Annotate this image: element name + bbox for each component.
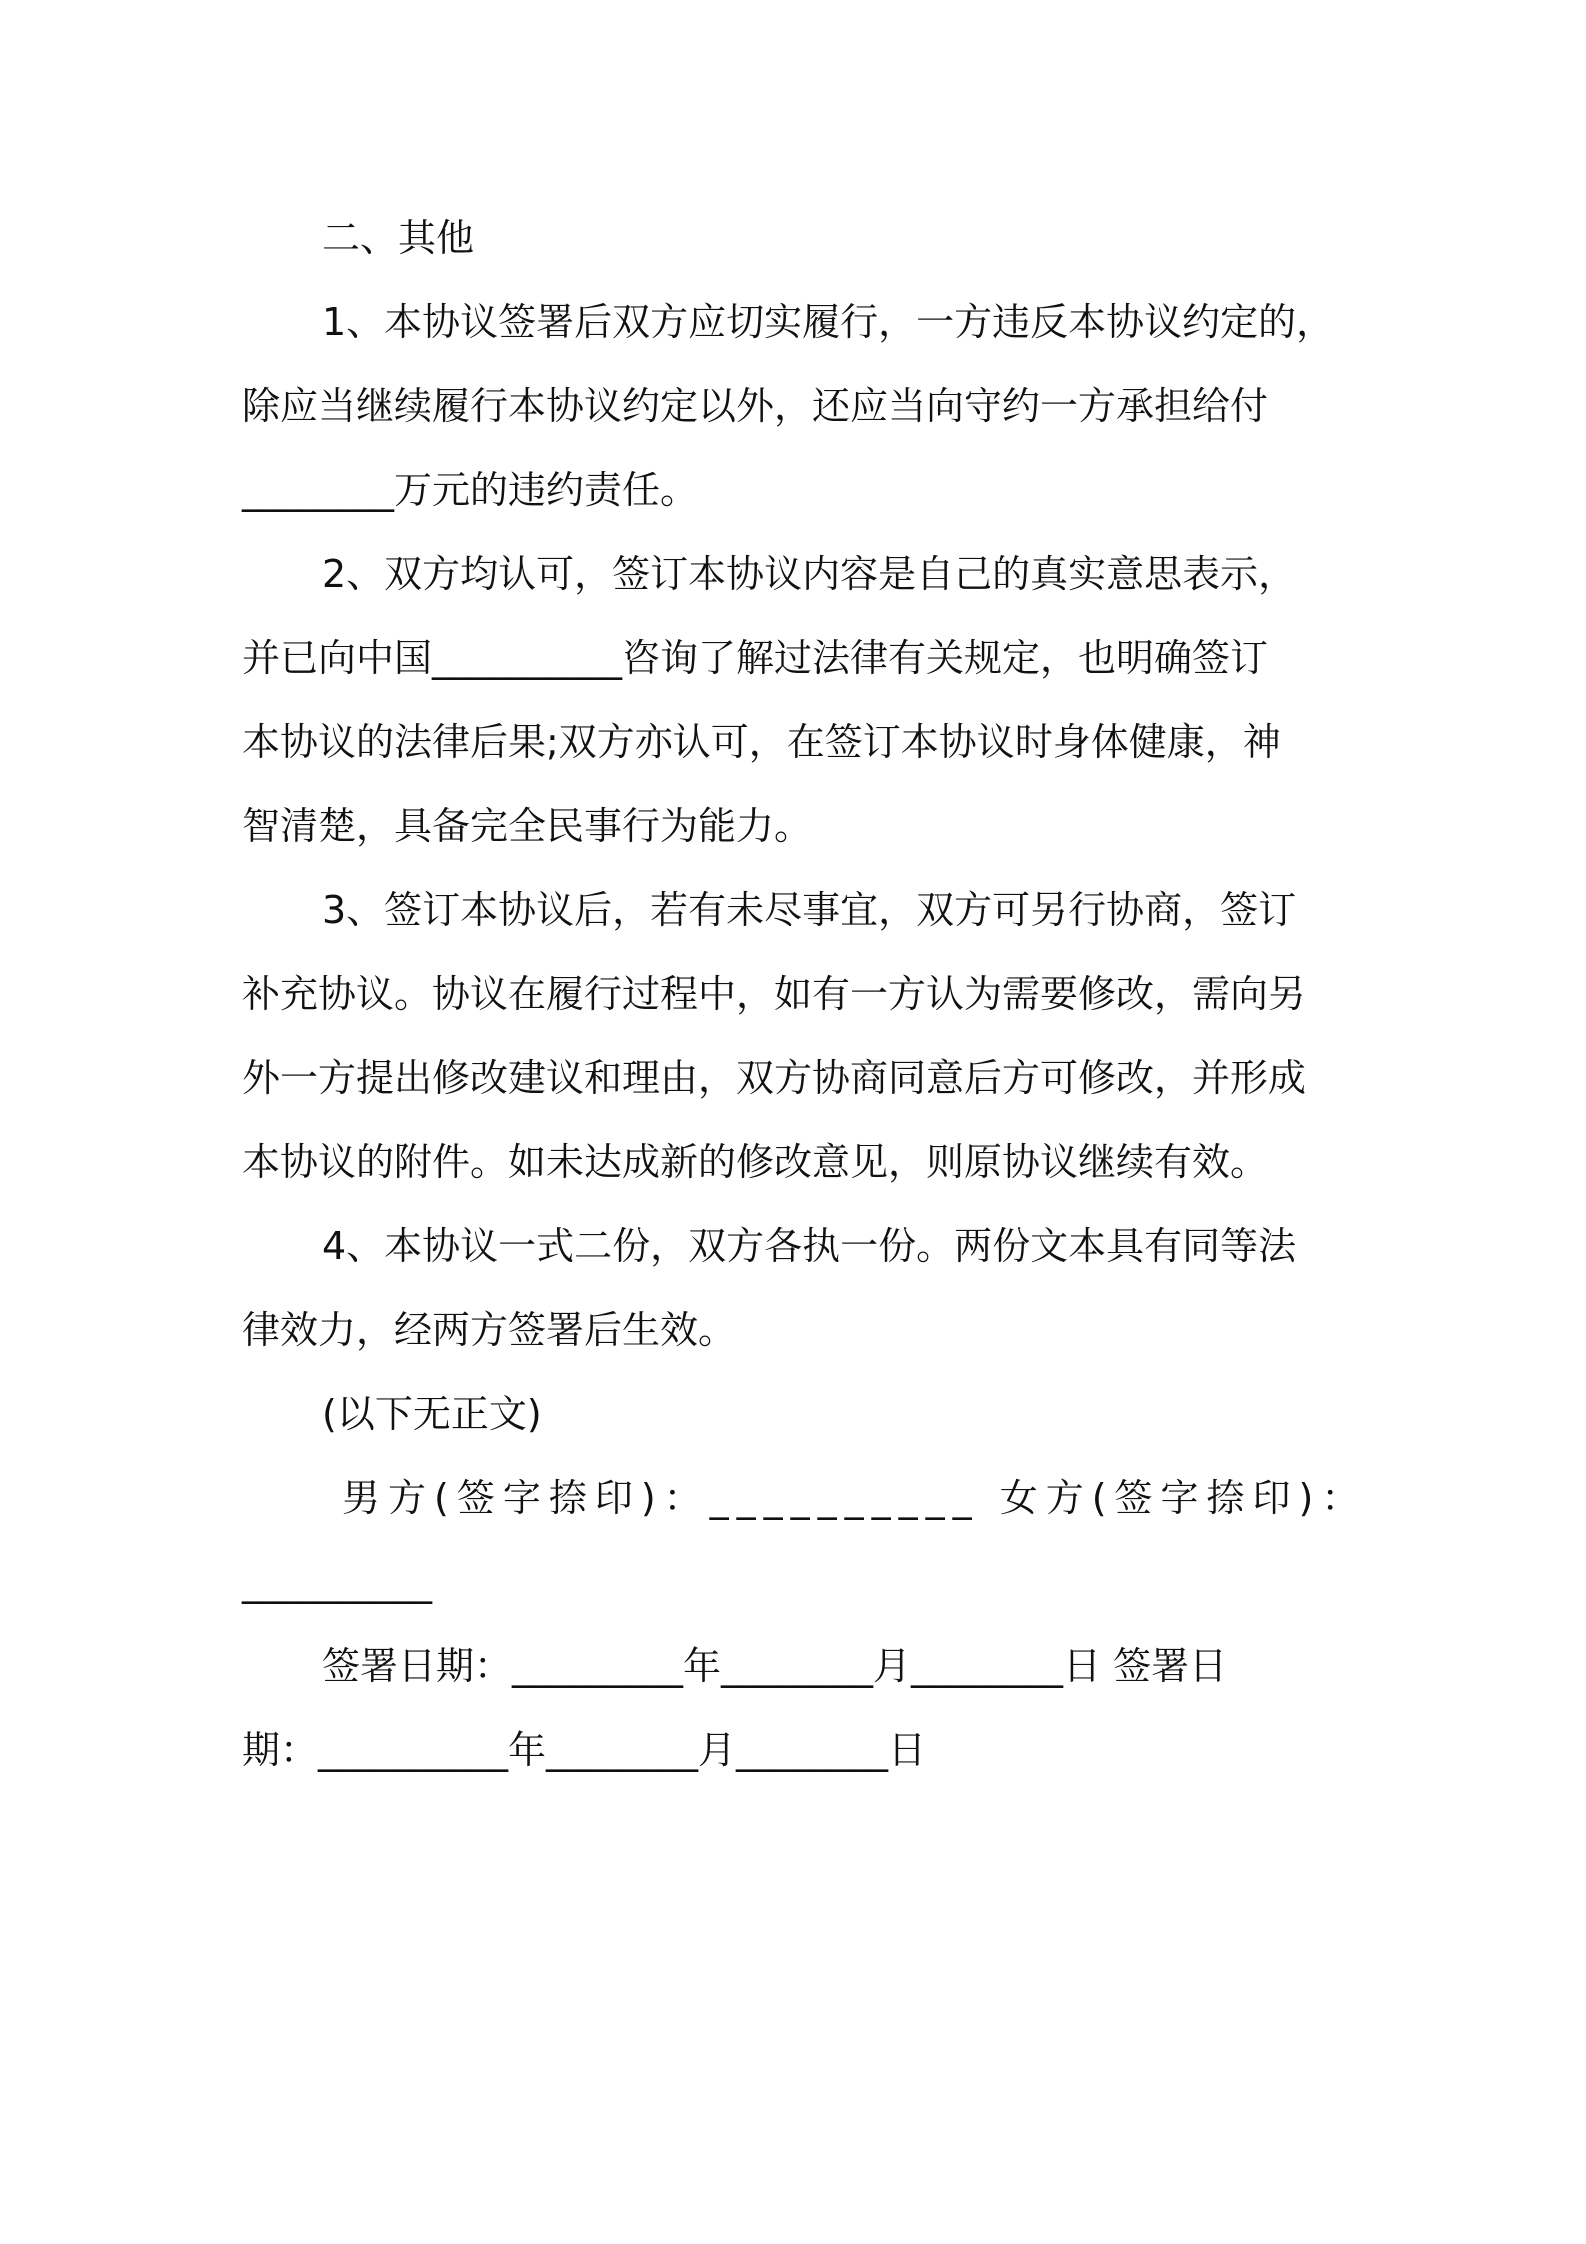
clause-4-line-2: 律效力，经两方签署后生效。	[242, 1308, 737, 1352]
clause-2-line-4: 智清楚，具备完全民事行为能力。	[242, 804, 813, 848]
document-body	[242, 196, 1368, 1792]
clause-4-line-1: 4、本协议一式二份，双方各执一份。两份文本具有同等法	[322, 1224, 1297, 1268]
clause-3-line-2: 补充协议。协议在履行过程中，如有一方认为需要修改，需向另	[242, 972, 1307, 1016]
clause-1-line-1: 1、本协议签署后双方应切实履行，一方违反本协议约定的，	[322, 300, 1335, 344]
clause-3-line-3: 外一方提出修改建议和理由，双方协商同意后方可修改，并形成	[242, 1056, 1307, 1100]
clause-3-line-1: 3、签订本协议后，若有未尽事宜，双方可另行协商，签订	[322, 888, 1297, 932]
signature-block	[242, 1456, 1368, 1624]
clause-2-line-2: 并已向中国__________咨询了解过法律有关规定，也明确签订	[242, 636, 1269, 680]
date-block	[242, 1624, 1360, 1792]
date-line-2: 期：__________年________月________日	[242, 1728, 927, 1772]
clause-2	[242, 532, 1360, 868]
clause-2-line-3: 本协议的法律后果;双方亦认可，在签订本协议时身体健康，神	[242, 720, 1281, 764]
signature-line-2: __________	[242, 1560, 432, 1604]
clause-2-line-1: 2、双方均认可，签订本协议内容是自己的真实意思表示，	[322, 552, 1297, 596]
clause-3	[242, 868, 1360, 1204]
clause-3-line-4: 本协议的附件。如未达成新的修改意见，则原协议继续有效。	[242, 1140, 1269, 1184]
clause-1-line-3: ________万元的违约责任。	[242, 468, 699, 512]
date-line-1: 签署日期：_________年________月________日 签署日	[322, 1644, 1228, 1688]
clause-1-line-2: 除应当继续履行本协议约定以外，还应当向守约一方承担给付	[242, 384, 1269, 428]
clause-4	[242, 1204, 1360, 1372]
clause-1	[242, 280, 1360, 532]
signature-line-1: 男方(签字捺印)：__________ 女方(签字捺印)：	[342, 1476, 1368, 1520]
section-heading: 二、其他	[322, 216, 475, 260]
end-note: (以下无正文)	[322, 1392, 542, 1436]
